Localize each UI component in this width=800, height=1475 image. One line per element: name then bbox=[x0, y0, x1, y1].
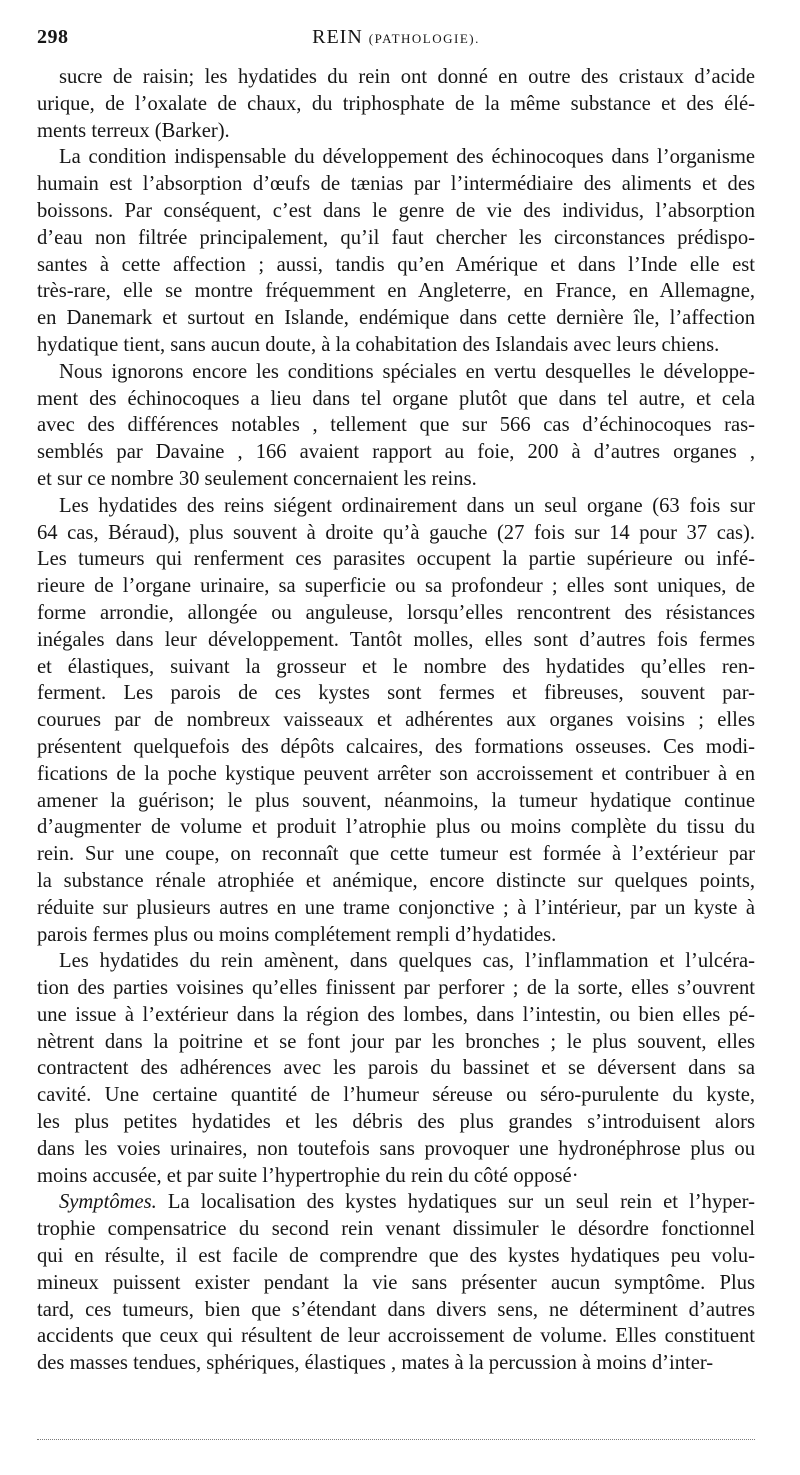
text-line: parois fermes plus ou moins complétement rempli d’hydatides. bbox=[37, 923, 557, 946]
text-line: urique, de l’oxalate de chaux, du triphosphate de la même substance et des élé- bbox=[37, 92, 755, 115]
text-line: rein. Sur une coupe, on reconnaît que cette tumeur est formée à l’extérieur par bbox=[37, 843, 755, 866]
running-title-main: REIN bbox=[312, 26, 363, 48]
text-line: et élastiques, suivant la grosseur et le nombre des hydatides qu’elles ren- bbox=[37, 655, 755, 678]
text-line: Les hydatides du rein amènent, dans quelques cas, l’inflammation et l’ulcéra- bbox=[59, 950, 755, 973]
text-line: trophie compensatrice du second rein venant dissimuler le désordre fonctionnel bbox=[37, 1218, 755, 1241]
text-line: santes à cette affection ; aussi, tandis qu’en Amérique et dans l’Inde elle est bbox=[37, 253, 755, 276]
running-title bbox=[37, 26, 755, 49]
text-line: les plus petites hydatides et les débris des plus grandes s’introduisent alors bbox=[37, 1111, 755, 1134]
text-line: présentent quelquefois des dépôts calcaires, des formations osseuses. Ces modi- bbox=[37, 735, 755, 758]
text-line: très-rare, elle se montre fréquemment en Angleterre, en France, en Allemagne, bbox=[37, 280, 755, 303]
text-line: la substance rénale atrophiée et anémique, encore distincte sur quelques points, bbox=[37, 869, 755, 892]
text-line: sucre de raisin; les hydatides du rein ont donné en outre des cristaux d’acide bbox=[59, 66, 755, 88]
text-line: ferment. Les parois de ces kystes sont fermes et fibreuses, souvent par- bbox=[37, 682, 755, 705]
paragraph bbox=[37, 359, 755, 493]
text-line: Les hydatides des reins siégent ordinairement dans un seul organe (63 fois sur bbox=[59, 494, 755, 517]
text-line: cavité. Une certaine quantité de l’humeur séreuse ou séro-purulente du kyste, bbox=[37, 1084, 755, 1107]
paragraph bbox=[37, 64, 755, 144]
text-line: et sur ce nombre 30 seulement concernaient les reins. bbox=[37, 467, 477, 490]
text-line: nètrent dans la poitrine et se font jour par les bronches ; le plus souvent, elles bbox=[37, 1030, 755, 1053]
text-line: en Danemark et surtout en Islande, endémique dans cette dernière île, l’affection bbox=[37, 307, 755, 330]
text-line: ments terreux (Barker). bbox=[37, 119, 230, 142]
text-line: tion des parties voisines qu’elles finissent par perforer ; de la sorte, elles s’ouvrent bbox=[37, 977, 755, 1000]
text-line: contractent des adhérences avec les parois du bassinet et se déversent dans sa bbox=[37, 1057, 755, 1080]
paragraph bbox=[37, 948, 755, 1189]
text-line: 64 cas, Béraud), plus souvent à droite qu’à gauche (27 fois sur 14 pour 37 cas). bbox=[37, 521, 755, 544]
running-title-subtitle: (PATHOLOGIE). bbox=[368, 31, 480, 46]
text-line: avec des différences notables , tellement que sur 566 cas d’échinocoques ras- bbox=[37, 414, 755, 437]
page-number: 298 bbox=[37, 26, 69, 48]
paragraph bbox=[37, 1189, 755, 1377]
text-line: forme arrondie, allongée ou anguleuse, lorsqu’elles rencontrent des résistances bbox=[37, 601, 755, 624]
text-line: courues par de nombreux vaisseaux et adhérentes aux organes voisins ; elles bbox=[37, 709, 755, 732]
text-line: fications de la poche kystique peuvent arrêter son accroissement et contribuer à en bbox=[37, 762, 755, 785]
text-line: Nous ignorons encore les conditions spéciales en vertu desquelles le développe- bbox=[59, 360, 755, 383]
text-line: humain est l’absorption d’œufs de tænias par l’intermédiaire des aliments et des bbox=[37, 173, 755, 196]
footer-dotted-rule bbox=[37, 1439, 755, 1440]
text-line: moins accusée, et par suite l’hypertrophie du rein du côté opposé· bbox=[37, 1164, 579, 1187]
text-line: des masses tendues, sphériques, élastiques , mates à la percussion à moins d’inter- bbox=[37, 1352, 714, 1375]
text-line: hydatique tient, sans aucun doute, à la cohabitation des Islandais avec leurs chiens. bbox=[37, 333, 720, 356]
text-line: tard, ces tumeurs, bien que s’étendant dans divers sens, ne déterminent d’autres bbox=[37, 1298, 755, 1321]
text-line: La condition indispensable du développement des échinocoques dans l’organisme bbox=[59, 146, 755, 169]
text-line: inégales dans leur développement. Tantôt molles, elles sont d’autres fois fermes bbox=[37, 628, 755, 651]
text-line: ment des échinocoques a lieu dans tel organe plutôt que dans tel autre, et cela bbox=[37, 387, 755, 410]
paragraph bbox=[37, 493, 755, 949]
text-line: d’eau non filtrée principalement, qu’il faut chercher les circonstances prédispo- bbox=[37, 226, 755, 249]
text-line-content: La localisation des kystes hydatiques sur un seul rein et l’hyper- bbox=[156, 1191, 755, 1214]
paragraph bbox=[37, 144, 755, 358]
text-line: mineux puissent exister pendant la vie sans présenter aucun symptôme. Plus bbox=[37, 1271, 755, 1294]
text-line: Les tumeurs qui renferment ces parasites occupent la partie supérieure ou infé- bbox=[37, 548, 755, 571]
text-line: accidents que ceux qui résultent de leur accroissement de volume. Elles constituent bbox=[37, 1325, 755, 1348]
text-line: boissons. Par conséquent, c’est dans le genre de vie des individus, l’absorption bbox=[37, 199, 755, 222]
text-line: d’augmenter de volume et produit l’atrophie plus ou moins complète du tissu du bbox=[37, 816, 755, 839]
text-line bbox=[37, 1189, 755, 1216]
text-line: une issue à l’extérieur dans la région des lombes, dans l’intestin, ou bien elles pé- bbox=[37, 1003, 755, 1026]
text-line: réduite sur plusieurs autres en une trame conjonctive ; à l’intérieur, par un kyste à bbox=[37, 896, 755, 919]
text-line: semblés par Davaine , 166 avaient rapport au foie, 200 à d’autres organes , bbox=[37, 441, 755, 464]
text-line: dans les voies urinaires, non toutefois sans provoquer une hydronéphrose plus ou bbox=[37, 1137, 755, 1160]
text-line: qui en résulte, il est facile de comprendre que des kystes hydatiques peu volu- bbox=[37, 1245, 755, 1268]
page-body bbox=[37, 64, 755, 1377]
section-heading: Symptômes. bbox=[59, 1191, 157, 1214]
page-header bbox=[37, 26, 755, 58]
text-line: amener la guérison; le plus souvent, néanmoins, la tumeur hydatique continue bbox=[37, 789, 755, 812]
text-line: rieure de l’organe urinaire, sa superficie ou sa profondeur ; elles sont uniques, de bbox=[37, 575, 755, 598]
